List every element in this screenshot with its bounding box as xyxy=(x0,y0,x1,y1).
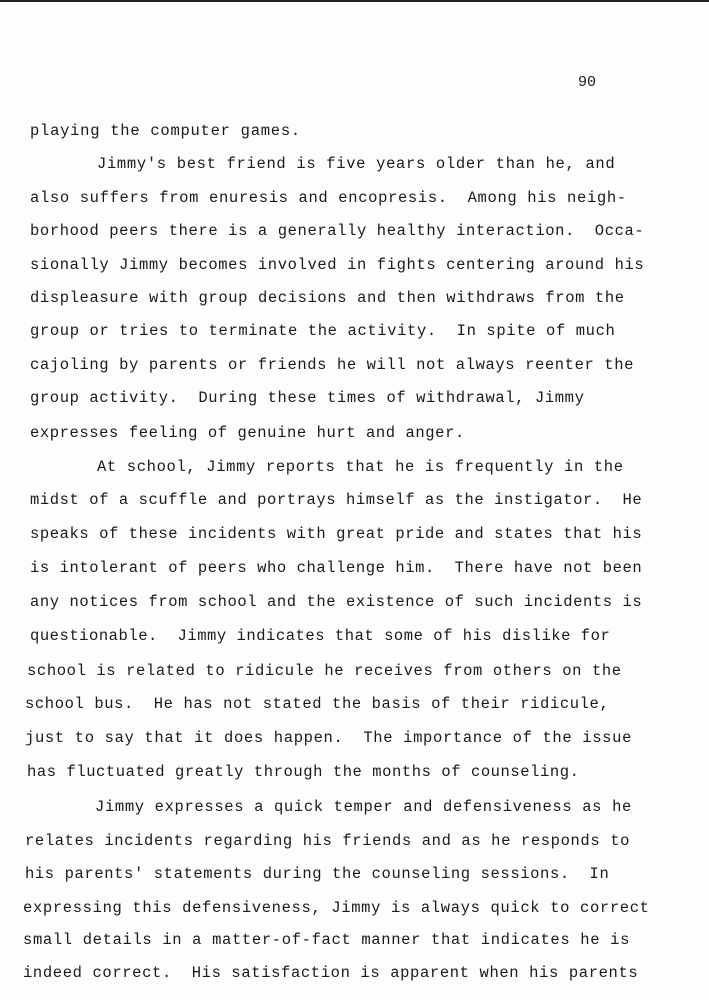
text-line: any notices from school and the existence of such incidents is xyxy=(30,593,643,611)
text-line: expresses feeling of genuine hurt and anger. xyxy=(30,424,465,442)
text-line: sionally Jimmy becomes involved in fights centering around his xyxy=(30,256,645,274)
text-line: just to say that it does happen. The importance of the issue xyxy=(25,729,633,747)
paragraph-first-line: Jimmy expresses a quick temper and defensiveness as he xyxy=(95,798,632,816)
text-line: group activity. During these times of withdrawal, Jimmy xyxy=(30,389,585,407)
text-line: school is related to ridicule he receives from others on the xyxy=(27,662,622,680)
text-line: is intolerant of peers who challenge him. There have not been xyxy=(30,559,643,577)
text-line: cajoling by parents or friends he will not always reenter the xyxy=(30,356,634,374)
text-line: also suffers from enuresis and encopresis. Among his neigh- xyxy=(30,189,627,207)
text-line: borhood peers there is a generally healthy interaction. Occa- xyxy=(30,222,645,240)
paragraph-first-line: At school, Jimmy reports that he is frequently in the xyxy=(97,458,624,476)
text-line: indeed correct. His satisfaction is apparent when his parents xyxy=(23,964,639,982)
text-line: expressing this defensiveness, Jimmy is always quick to correct xyxy=(23,899,650,917)
top-edge-rule xyxy=(0,0,709,2)
text-line: small details in a matter-of-fact manner that indicates he is xyxy=(23,931,631,949)
text-line: relates incidents regarding his friends and as he responds to xyxy=(25,832,631,850)
paragraph-first-line: Jimmy's best friend is five years older than he, and xyxy=(97,155,616,173)
page-number: 90 xyxy=(578,74,597,91)
text-line: displeasure with group decisions and then withdraws from the xyxy=(30,289,625,307)
text-line: his parents' statements during the counseling sessions. In xyxy=(25,865,610,883)
text-line: playing the computer games. xyxy=(30,122,301,140)
text-line: speaks of these incidents with great pride and states that his xyxy=(30,525,643,543)
text-line: has fluctuated greatly through the months of counseling. xyxy=(27,763,580,781)
text-line: questionable. Jimmy indicates that some of his dislike for xyxy=(30,627,611,645)
text-line: group or tries to terminate the activity. In spite of much xyxy=(30,322,616,340)
text-line: school bus. He has not stated the basis of their ridicule, xyxy=(25,695,610,713)
text-line: midst of a scuffle and portrays himself as the instigator. He xyxy=(30,491,643,509)
